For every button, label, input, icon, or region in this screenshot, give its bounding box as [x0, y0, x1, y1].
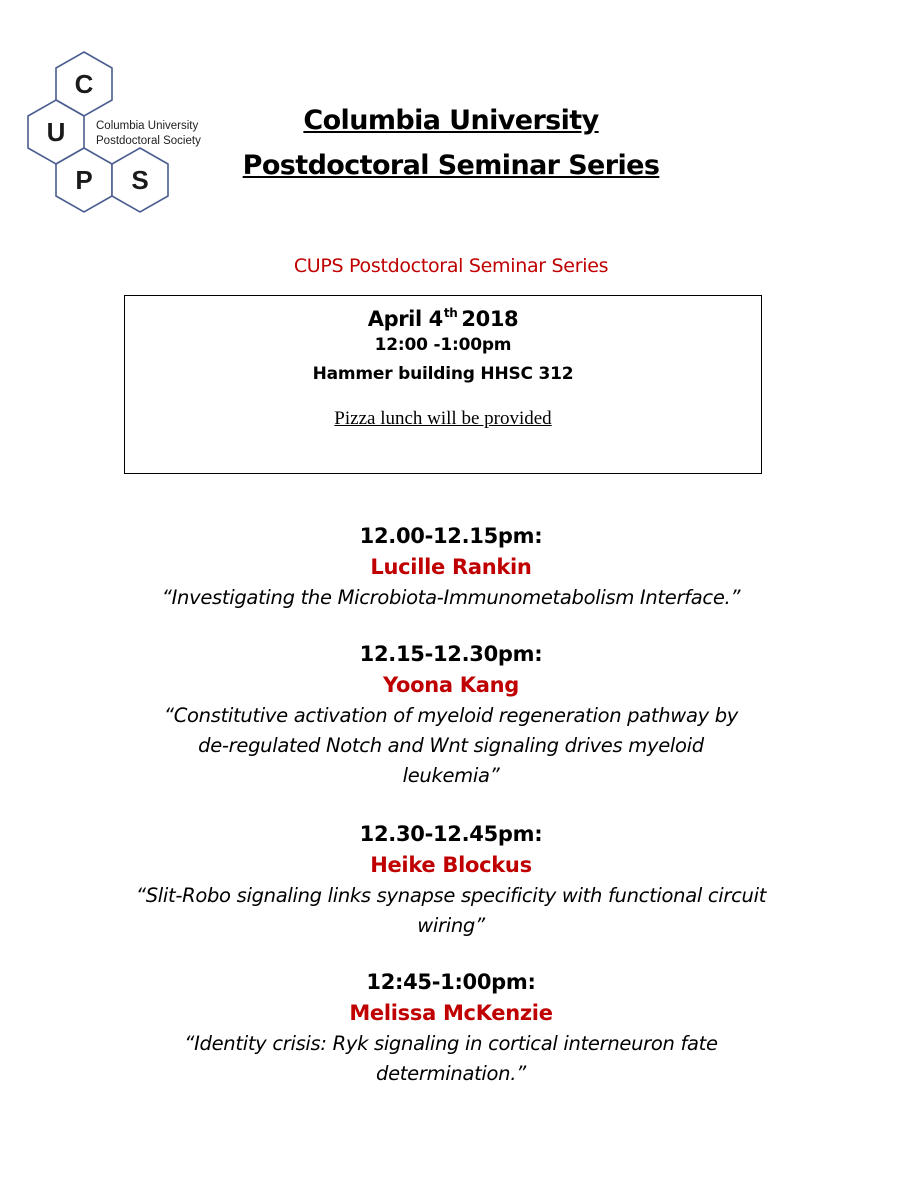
talk-time: 12.00-12.15pm: — [359, 524, 543, 548]
talk-title: “Constitutive activation of myeloid regeneration pathway by de-regulated Notch and Wnt signaling drives myeloid leukemia” — [163, 704, 739, 787]
talk-speaker: Melissa McKenzie — [349, 1001, 553, 1025]
logo-caption-line1: Columbia University — [96, 120, 199, 132]
event-date — [125, 306, 761, 331]
talk-item — [0, 819, 902, 941]
event-venue: Hammer building HHSC 312 — [312, 364, 574, 384]
logo-letter-c: C — [74, 69, 94, 99]
talk-time: 12.30-12.45pm: — [359, 822, 543, 846]
page-title-line2: Postdoctoral Seminar Series — [242, 150, 660, 181]
event-date-prefix: April 4 — [367, 307, 443, 331]
talk-title: “Investigating the Microbiota-Immunometabolism Interface.” — [161, 586, 741, 609]
talk-title: “Slit-Robo signaling links synapse specificity with functional circuit wiring” — [135, 884, 767, 937]
talk-item — [0, 967, 902, 1089]
talk-speaker: Yoona Kang — [383, 673, 519, 697]
event-info-box — [124, 295, 762, 474]
talk-item — [0, 639, 902, 791]
event-lunch-note: Pizza lunch will be provided — [334, 408, 552, 429]
logo-letter-p: P — [75, 165, 93, 195]
talk-item — [0, 521, 902, 613]
event-date-year: 2018 — [461, 307, 519, 331]
logo-caption-line2: Postdoctoral Society — [96, 135, 201, 147]
event-time: 12:00 -1:00pm — [374, 335, 512, 355]
talk-speaker: Lucille Rankin — [370, 555, 532, 579]
page-title-line1: Columbia University — [303, 105, 599, 136]
logo-letter-u: U — [46, 117, 66, 147]
talk-speaker: Heike Blockus — [370, 853, 532, 877]
logo-letter-s: S — [131, 165, 149, 195]
talk-time: 12:45-1:00pm: — [366, 970, 536, 994]
event-date-suffix: th — [443, 306, 458, 320]
talk-title: “Identity crisis: Ryk signaling in cortical interneuron fate determination.” — [184, 1032, 718, 1085]
talk-time: 12.15-12.30pm: — [359, 642, 543, 666]
series-subtitle: CUPS Postdoctoral Seminar Series — [293, 255, 609, 277]
